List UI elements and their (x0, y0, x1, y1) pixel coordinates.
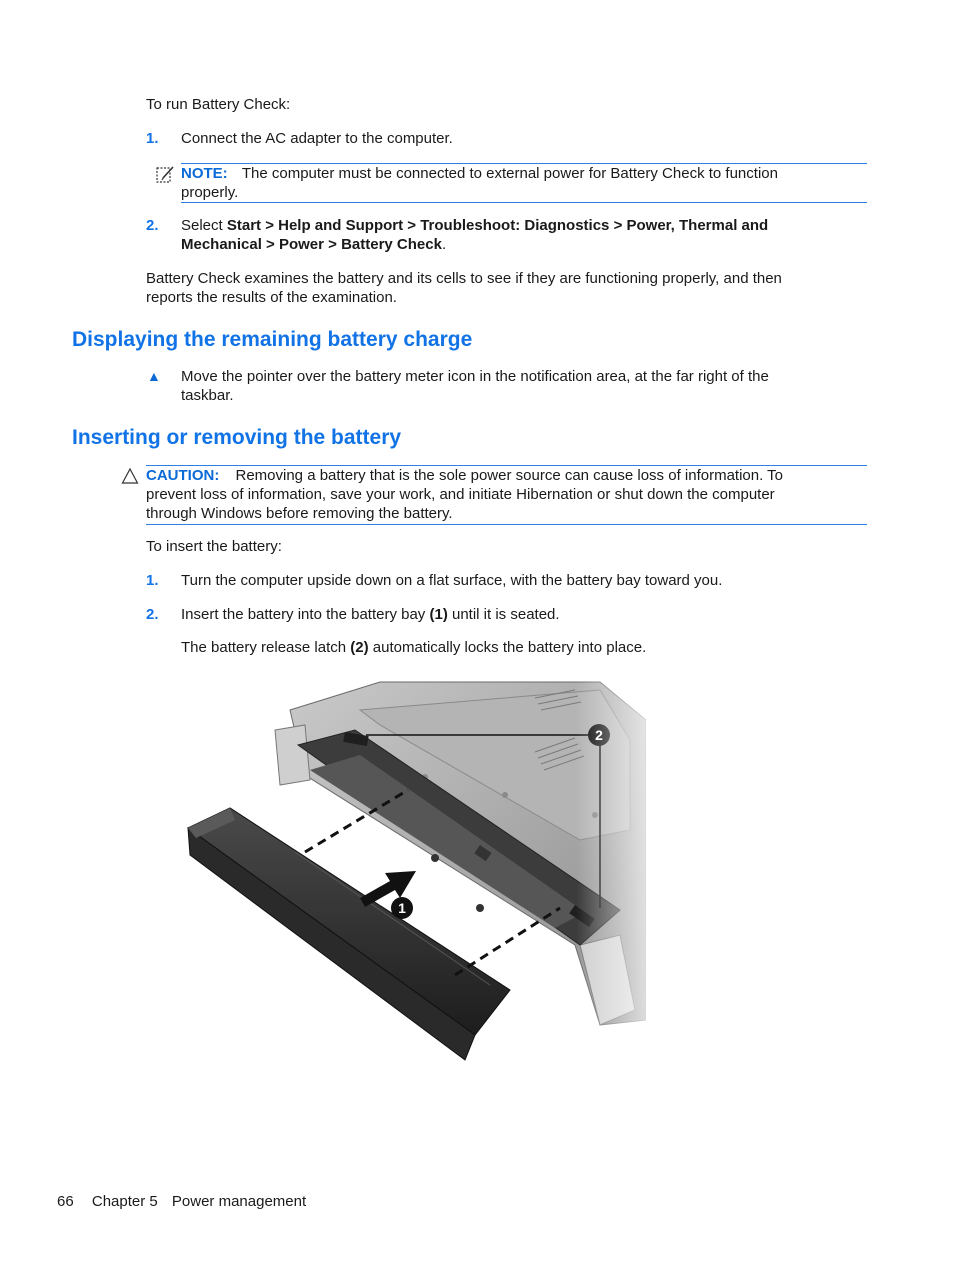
sub-text-suffix: automatically locks the battery into place. (368, 639, 647, 656)
step-text: Connect the AC adapter to the computer. (181, 130, 453, 147)
intro-text: To run Battery Check: (146, 96, 291, 113)
step-text-suffix: until it is seated. (447, 606, 560, 623)
chapter-label: Chapter 5 (91, 1193, 158, 1210)
section-heading-insert: Inserting or removing the battery (72, 426, 402, 449)
note-icon (155, 165, 175, 185)
battery-illustration (180, 680, 646, 1080)
page-number: 66 (57, 1193, 74, 1210)
caution-block (146, 465, 867, 523)
step-text (181, 216, 861, 254)
step-text: Turn the computer upside down on a flat surface, with the battery bay toward you. (181, 572, 723, 589)
note-bottom-rule (181, 202, 867, 203)
step-text-prefix: Select (181, 217, 227, 234)
sub-text (181, 638, 646, 657)
insert-intro: To insert the battery: (146, 538, 282, 555)
menu-path-line1: Start > Help and Support > Troubleshoot: Diagnostics > Power, Thermal and (226, 217, 769, 234)
step-text-prefix: Insert the battery into the battery bay (181, 606, 430, 623)
caution-text-line1: Removing a battery that is the sole power source can cause loss of information. To (235, 467, 784, 484)
instruction-line: Move the pointer over the battery meter icon in the notification area, at the far right of the (181, 368, 769, 385)
step-number: 1. (146, 572, 159, 589)
step-text-suffix: . (441, 236, 447, 253)
display-instruction (181, 367, 769, 405)
caution-bottom-rule (146, 524, 867, 525)
note-text-line1: The computer must be connected to external power for Battery Check to function (241, 165, 778, 182)
paragraph-line: Battery Check examines the battery and its cells to see if they are functioning properly, and then (146, 270, 782, 287)
paragraph-line: reports the results of the examination. (146, 289, 397, 306)
section-heading-display: Displaying the remaining battery charge (72, 328, 473, 351)
instruction-line: taskbar. (181, 387, 234, 404)
note-label: NOTE: (181, 165, 228, 182)
caution-text-line2: prevent loss of information, save your work, and initiate Hibernation or shut down the computer (146, 486, 775, 503)
step-number: 2. (146, 217, 159, 234)
menu-path-line2: Mechanical > Power > Battery Check (181, 236, 442, 253)
page-footer (57, 1192, 306, 1211)
caution-label: CAUTION: (146, 467, 220, 484)
caution-text-line3: through Windows before removing the battery. (146, 505, 453, 522)
battery-check-paragraph (146, 269, 782, 307)
step-number: 2. (146, 606, 159, 623)
callout-ref: (1) (429, 606, 448, 623)
step-number: 1. (146, 130, 159, 147)
step-text (181, 605, 560, 624)
caution-icon (121, 467, 139, 485)
triangle-bullet-icon: ▲ (147, 368, 161, 384)
note-text-line2: properly. (181, 184, 239, 201)
sub-text-prefix: The battery release latch (181, 639, 351, 656)
callout-ref: (2) (350, 639, 369, 656)
note-block (181, 163, 867, 202)
chapter-title: Power management (171, 1193, 307, 1210)
